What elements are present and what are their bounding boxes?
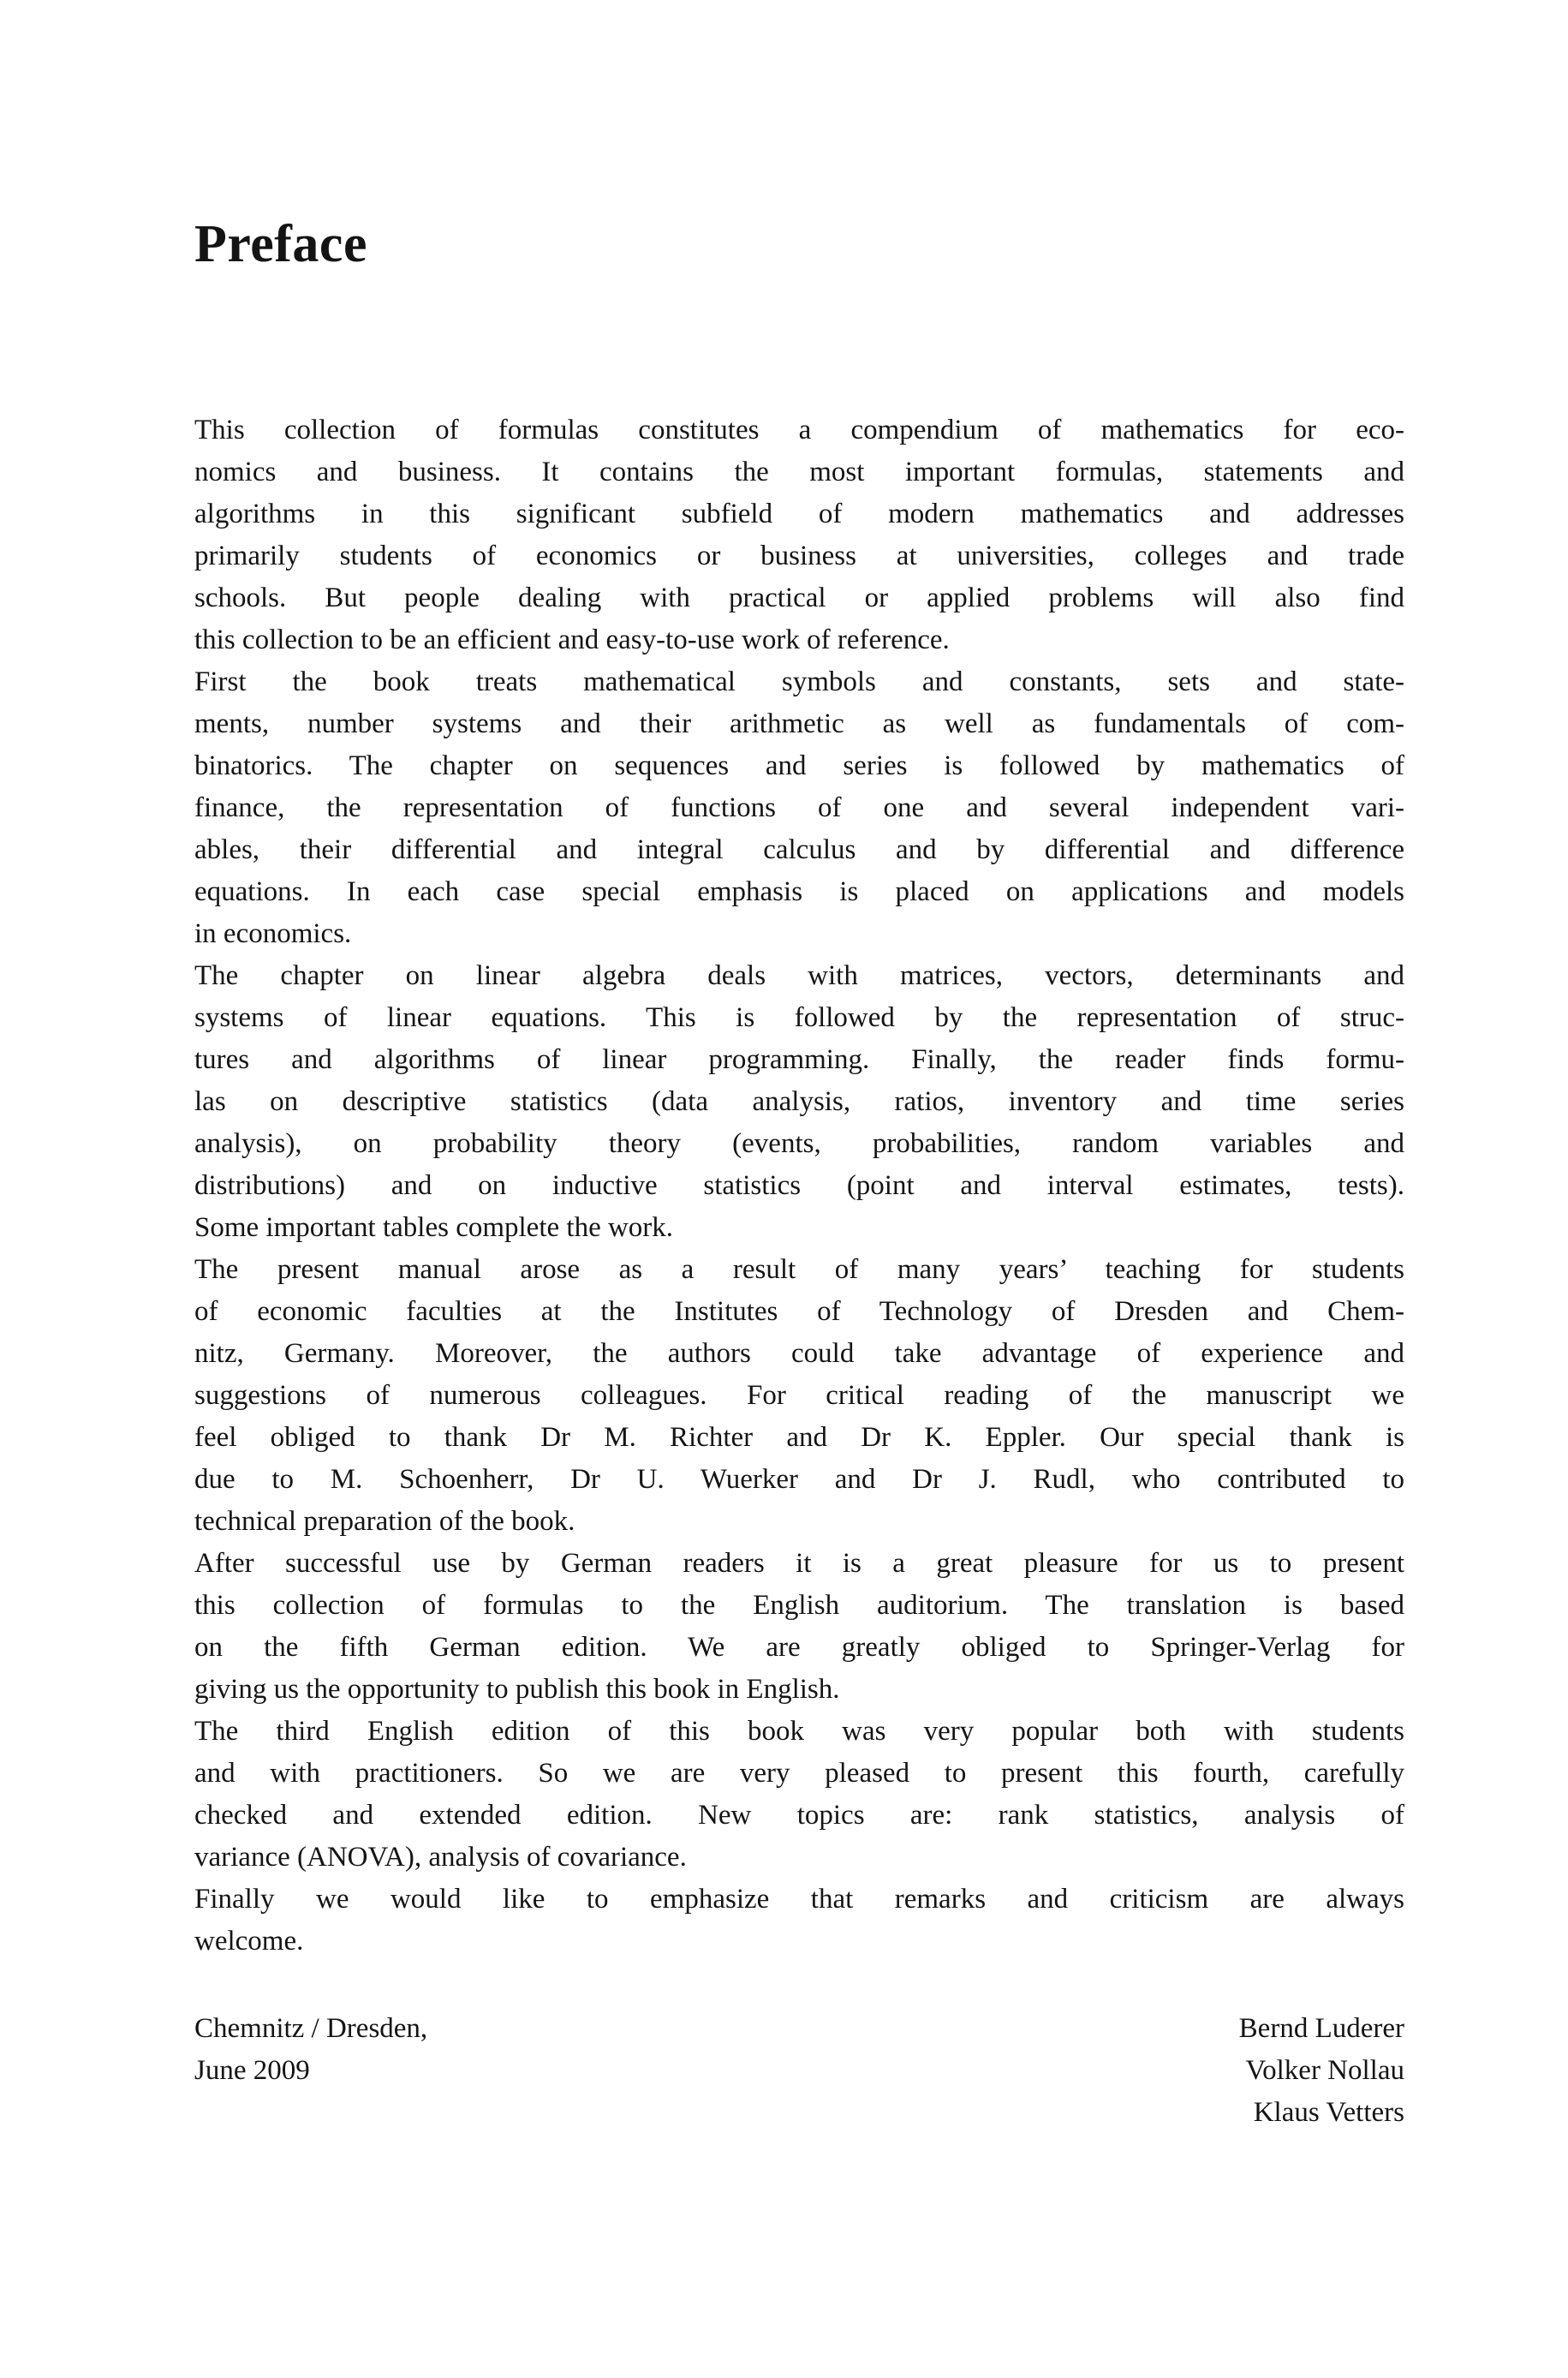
- preface-body: [194, 409, 1404, 1963]
- text-line: suggestions of numerous colleagues. For critical reading of the manuscript we: [194, 1380, 1404, 1411]
- text-line: giving us the opportunity to publish this book in English.: [194, 1674, 840, 1705]
- text-line: tures and algorithms of linear programming. Finally, the reader finds formu-: [194, 1044, 1404, 1075]
- paragraph: [194, 1543, 1404, 1711]
- signature-authors: [1239, 2008, 1404, 2134]
- signature-place-date: [194, 2008, 427, 2092]
- signature-block: [194, 2008, 1404, 2134]
- text-line: Finally we would like to emphasize that remarks and criticism are always: [194, 1884, 1404, 1915]
- text-line: and with practitioners. So we are very pleased to present this fourth, carefully: [194, 1758, 1404, 1789]
- text-line: nomics and business. It contains the most important formulas, statements and: [194, 457, 1404, 487]
- text-line: welcome.: [194, 1926, 304, 1957]
- text-line: ables, their differential and integral calculus and by differential and difference: [194, 834, 1404, 865]
- text-line: This collection of formulas constitutes a compendium of mathematics for eco-: [194, 415, 1404, 445]
- text-line: variance (ANOVA), analysis of covariance.: [194, 1842, 687, 1873]
- text-line: algorithms in this significant subfield of modern mathematics and addresses: [194, 499, 1404, 529]
- paragraph: [194, 661, 1404, 955]
- text-line: After successful use by German readers it is a great pleasure for us to present: [194, 1548, 1404, 1579]
- text-line: checked and extended edition. New topics are: rank statistics, analysis of: [194, 1800, 1404, 1831]
- signature-place-date-line: Chemnitz / Dresden,: [194, 2013, 428, 2044]
- text-line: The third English edition of this book was very popular both with students: [194, 1716, 1404, 1747]
- text-line: feel obliged to thank Dr M. Richter and Dr K. Eppler. Our special thank is: [194, 1422, 1404, 1453]
- text-line: binatorics. The chapter on sequences and series is followed by mathematics of: [194, 750, 1404, 781]
- text-line: ments, number systems and their arithmetic as well as fundamentals of com-: [194, 708, 1404, 739]
- text-line: The present manual arose as a result of many years’ teaching for students: [194, 1254, 1404, 1285]
- signature-place-date-line: June 2009: [194, 2055, 310, 2086]
- page-title: Preface: [194, 215, 367, 273]
- text-line: on the fifth German edition. We are greatly obliged to Springer-Verlag for: [194, 1632, 1404, 1663]
- text-line: distributions) and on inductive statistics (point and interval estimates, tests).: [194, 1170, 1404, 1201]
- paragraph: [194, 955, 1404, 1249]
- signature-author-name: Bernd Luderer: [1238, 2013, 1404, 2044]
- signature-author-name: Volker Nollau: [1245, 2055, 1404, 2086]
- text-line: analysis), on probability theory (events, probabilities, random variables and: [194, 1128, 1404, 1159]
- text-line: schools. But people dealing with practical or applied problems will also find: [194, 583, 1404, 613]
- text-line: las on descriptive statistics (data analysis, ratios, inventory and time series: [194, 1086, 1404, 1117]
- text-line: due to M. Schoenherr, Dr U. Wuerker and Dr J. Rudl, who contributed to: [194, 1464, 1404, 1495]
- text-line: equations. In each case special emphasis is placed on applications and models: [194, 876, 1404, 907]
- paragraph: [194, 1879, 1404, 1963]
- paragraph: [194, 1249, 1404, 1543]
- text-line: this collection of formulas to the English auditorium. The translation is based: [194, 1590, 1404, 1621]
- text-line: of economic faculties at the Institutes of Technology of Dresden and Chem-: [194, 1296, 1404, 1327]
- text-line: technical preparation of the book.: [194, 1506, 575, 1537]
- text-line: The chapter on linear algebra deals with matrices, vectors, determinants and: [194, 960, 1404, 991]
- text-line: finance, the representation of functions of one and several independent vari-: [194, 792, 1404, 823]
- text-line: nitz, Germany. Moreover, the authors could take advantage of experience and: [194, 1338, 1404, 1369]
- text-line: systems of linear equations. This is followed by the representation of struc-: [194, 1002, 1404, 1033]
- text-line: primarily students of economics or business at universities, colleges and trade: [194, 541, 1404, 571]
- text-line: First the book treats mathematical symbols and constants, sets and state-: [194, 666, 1404, 697]
- paragraph: [194, 1711, 1404, 1879]
- paragraph: [194, 409, 1404, 661]
- signature-author-name: Klaus Vetters: [1253, 2097, 1404, 2128]
- text-line: Some important tables complete the work.: [194, 1212, 674, 1243]
- text-line: this collection to be an efficient and easy-to-use work of reference.: [194, 624, 950, 655]
- text-line: in economics.: [194, 918, 352, 949]
